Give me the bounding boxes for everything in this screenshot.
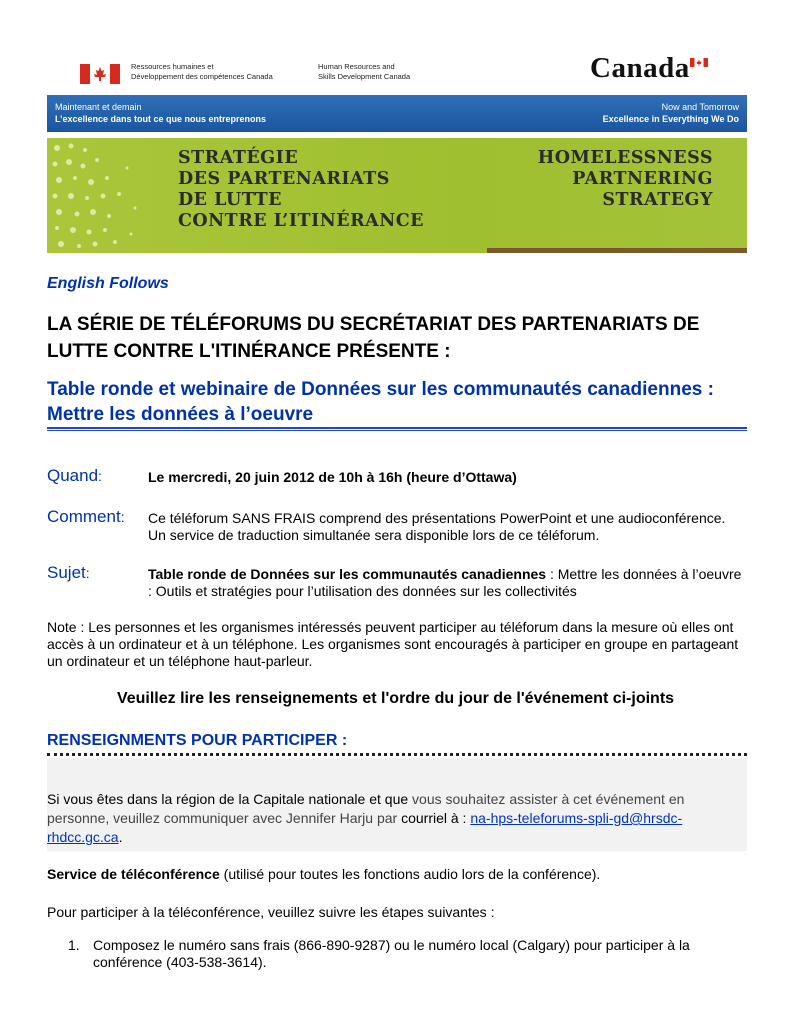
banner-accent-stripe (487, 248, 747, 253)
subtitle-underline (47, 427, 747, 429)
slogan-banner (47, 95, 747, 132)
registration-text: Si vous êtes dans la région de la Capitale nationale et que vous souhaitez assister à cet événement en personne, veuillez communiquer avec Jennifer Harju par courriel à : na-hps-teleforums-spli-gd@hrsdc-rhdcc.gc.ca. (47, 791, 685, 845)
hps-banner (47, 138, 747, 253)
subject-value: Table ronde de Données sur les communautés canadiennes : Mettre les données à l’oeuvre : Outils et stratégies pour l’utilisation des données sur les collectivités (148, 566, 742, 599)
slogan-en: Now and Tomorrow Excellence in Everything We Do (602, 102, 739, 124)
steps-intro: Pour participer à la téléconférence, veuillez suivre les étapes suivantes : (47, 904, 495, 920)
subject-label: Sujet: (47, 563, 90, 582)
wordmark-flag-icon (690, 58, 708, 67)
read-attachments-notice: Veuillez lire les renseignements et l'ordre du jour de l'événement ci-joints (116, 690, 675, 707)
email-link[interactable]: na-hps-teleforums-spli-gd@hrsdc-rhdcc.gc.ca (47, 810, 683, 845)
when-label: Quand: (47, 466, 102, 485)
registration-heading: RENSEIGNMENTS POUR PARTICIPER : (47, 732, 348, 749)
dotted-divider (47, 753, 747, 756)
department-name-fr: Ressources humaines et Développement des compétences Canada (131, 62, 273, 81)
department-name-en: Human Resources and Skills Development Canada (318, 62, 411, 81)
canada-wordmark: Canada (590, 52, 690, 84)
slogan-fr: Maintenant et demain L’excellence dans tout ce que nous entreprenons (55, 102, 267, 124)
canada-flag-icon (80, 64, 120, 84)
how-label: Comment: (47, 507, 125, 526)
dot-pattern-decoration (47, 138, 167, 253)
subtitle-underline-thin (47, 430, 747, 431)
banner-title-en: HOMELESSNESS PARTNERING STRATEGY (537, 148, 713, 210)
note-paragraph: Note : Les personnes et les organismes intéressés peuvent participer au téléforum dans la mesure où elles ont accès à un ordinateur et à un téléphone. Les organismes sont encouragés à participer en groupe en partageant un ordinateur et un téléphone haut-parleur. (47, 619, 739, 669)
page-title: LA SÉRIE DE TÉLÉFORUMS DU SECRÉTARIAT DES PARTENARIATS DE LUTTE CONTRE L'ITINÉRANCE PRÉSENTE : (47, 314, 700, 362)
when-value: Le mercredi, 20 juin 2012 de 10h à 16h (heure d’Ottawa) (148, 469, 517, 485)
banner-title-fr: STRATÉGIE DES PARTENARIATS DE LUTTE CONTRE L’ITINÉRANCE (178, 148, 424, 231)
teleconference-service: Service de téléconférence (utilisé pour toutes les fonctions audio lors de la conférence). (47, 866, 601, 882)
step-text: Composez le numéro sans frais (866-890-9287) ou le numéro local (Calgary) pour participer à la conférence (403-538-3614). (93, 937, 690, 970)
english-follows-link: English Follows (47, 275, 169, 292)
event-subtitle: Table ronde et webinaire de Données sur les communautés canadiennes : Mettre les données à l’oeuvre (47, 379, 714, 425)
how-value: Ce téléforum SANS FRAIS comprend des présentations PowerPoint et une audioconférence. Un service de traduction simultanée sera disponible lors de ce téléforum. (148, 510, 726, 543)
step-number: 1. (68, 937, 80, 953)
